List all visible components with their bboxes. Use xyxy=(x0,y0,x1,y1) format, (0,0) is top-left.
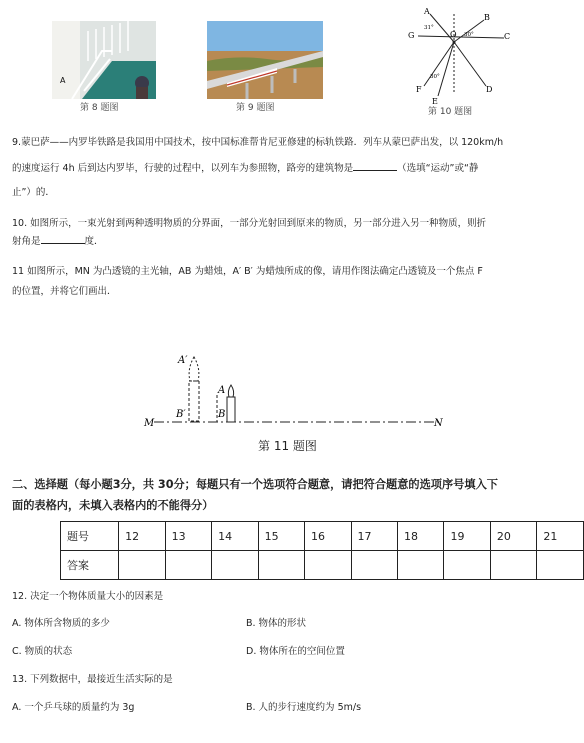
q12-option-d: D. 物体所在的空间位置 xyxy=(246,646,345,657)
label-C: C xyxy=(504,32,511,41)
table-cell: 19 xyxy=(444,522,490,551)
q13-option-b: B. 人的步行速度约为 5m/s xyxy=(246,702,362,713)
answer-cell[interactable] xyxy=(490,551,536,580)
question-9-line2 xyxy=(12,158,572,180)
figure-9-photo xyxy=(207,21,323,99)
label-M: M xyxy=(144,418,155,429)
table-cell: 12 xyxy=(119,522,165,551)
answer-cell[interactable] xyxy=(119,551,165,580)
label-N: N xyxy=(434,418,443,429)
label-A-prime: A′ xyxy=(178,355,188,366)
table-row xyxy=(61,551,584,580)
answer-cell[interactable] xyxy=(258,551,304,580)
table-cell: 18 xyxy=(397,522,443,551)
answer-cell[interactable] xyxy=(165,551,211,580)
angle-30b: 30° xyxy=(430,74,440,80)
figure-11-diagram xyxy=(140,345,460,445)
answer-table xyxy=(60,521,584,580)
table-head-number: 题号 xyxy=(61,522,119,551)
figure-10-caption: 第 10 题图 xyxy=(428,107,473,117)
label-E: E xyxy=(432,97,438,106)
table-head-answer: 答案 xyxy=(61,551,119,580)
question-10-line2 xyxy=(12,231,572,253)
question-12-stem: 12. 决定一个物体质量大小的因素是 xyxy=(12,591,164,602)
label-B-prime: B′ xyxy=(176,409,186,420)
svg-text:A: A xyxy=(60,76,66,85)
table-row xyxy=(61,522,584,551)
q9-text: 的速度运行 4h 后到达内罗毕，行驶的过程中，以列车为参照物，路旁的建筑物是 xyxy=(12,163,354,174)
label-F: F xyxy=(416,85,422,94)
table-cell: 16 xyxy=(305,522,351,551)
angle-31: 31° xyxy=(424,25,434,31)
answer-cell[interactable] xyxy=(537,551,584,580)
answer-cell[interactable] xyxy=(397,551,443,580)
q10-text2: 度． xyxy=(84,236,104,247)
table-cell: 14 xyxy=(212,522,258,551)
angle-30a: 30° xyxy=(464,32,474,38)
label-O: O xyxy=(450,30,457,39)
question-13-stem: 13. 下列数据中，最接近生活实际的是 xyxy=(12,674,173,685)
q12-option-c: C. 物质的状态 xyxy=(12,646,73,657)
table-cell: 17 xyxy=(351,522,397,551)
lens-axis-diagram xyxy=(140,345,460,445)
q13-option-a: A. 一个乒乓球的质量约为 3g xyxy=(12,702,135,713)
answer-cell[interactable] xyxy=(351,551,397,580)
figure-8-caption: 第 8 题图 xyxy=(80,103,119,113)
q12-option-b: B. 物体的形状 xyxy=(246,618,307,629)
stairwell-image xyxy=(52,21,156,99)
answer-cell[interactable] xyxy=(212,551,258,580)
table-cell: 13 xyxy=(165,522,211,551)
table-cell: 21 xyxy=(537,522,584,551)
q9-blank[interactable] xyxy=(353,160,397,171)
figure-9-caption: 第 9 题图 xyxy=(236,103,275,113)
label-A: A xyxy=(424,7,430,16)
table-cell: 15 xyxy=(258,522,304,551)
question-9-line1: 9.蒙巴萨——内罗毕铁路是我国用中国技术，按中国标准帮肯尼亚修建的标轨铁路．列车从蒙巴萨出发，以 120km/h xyxy=(12,137,504,148)
q9-text2: （选填“运动”或“静 xyxy=(397,163,479,174)
question-10-line1: 10. 如图所示，一束光射到两种透明物质的分界面，一部分光射回到原来的物质，另一部分进入另一种物质，则折 xyxy=(12,218,487,229)
q10-blank[interactable] xyxy=(41,233,85,244)
question-11-line2: 的位置，并将它们画出． xyxy=(12,286,117,297)
label-B: B xyxy=(218,409,226,420)
table-cell: 20 xyxy=(490,522,536,551)
label-G: G xyxy=(408,31,415,40)
light-rays-diagram xyxy=(400,4,520,114)
label-B: B xyxy=(484,13,490,22)
train-viaduct-image xyxy=(207,21,323,99)
label-A: A xyxy=(218,385,226,396)
figure-11-caption: 第 11 题图 xyxy=(258,439,317,453)
question-9-line3: 止”）的． xyxy=(12,187,55,198)
section-2-title-line1: 二、选择题（每小题3分，共 30分；每题只有一个选项符合题意，请把符合题意的选项序号填入下 xyxy=(12,478,498,491)
q12-option-a: A. 物体所含物质的多少 xyxy=(12,618,110,629)
section-2-title-line2: 面的表格内，未填入表格内的不能得分） xyxy=(12,499,214,512)
question-11-line1: 11 如图所示，MN 为凸透镜的主光轴，AB 为蜡烛，A′ B′ 为蜡烛所成的像，请用作图法确定凸透镜及一个焦点 F xyxy=(12,266,483,277)
label-D: D xyxy=(486,85,493,94)
answer-cell[interactable] xyxy=(305,551,351,580)
figure-10-diagram xyxy=(400,4,520,114)
q10-text: 射角是 xyxy=(12,236,41,247)
figure-8-photo xyxy=(52,21,156,99)
answer-cell[interactable] xyxy=(444,551,490,580)
